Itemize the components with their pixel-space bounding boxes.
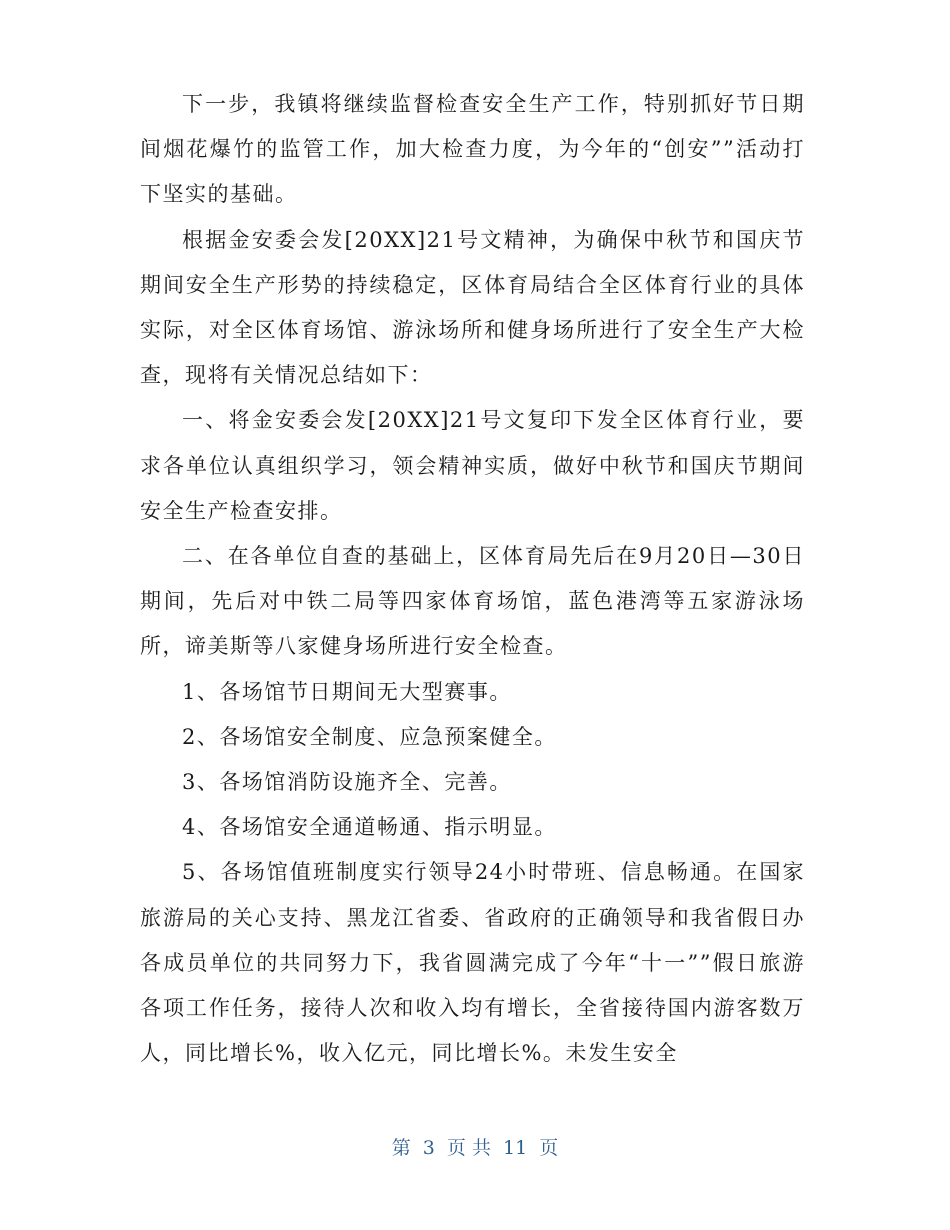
footer-prefix: 第	[391, 1137, 411, 1159]
current-page-number: 3	[422, 1137, 435, 1159]
list-item: 3、各场馆消防设施齐全、完善。	[182, 770, 512, 795]
page-number-footer	[0, 1133, 950, 1160]
document-body	[140, 82, 805, 1076]
paragraph: 根据金安委会发[20XX]21号文精神，为确保中秋节和国庆节期间安全生产形势的持续稳定，区体育局结合全区体育行业的具体实际，对全区体育场馆、游泳场所和健身场所进行了安全生产大检查，现将有关情况总结如下：	[140, 227, 805, 388]
total-pages-number: 11	[503, 1137, 528, 1159]
paragraph: 下一步，我镇将继续监督检查安全生产工作，特别抓好节日期间烟花爆竹的监管工作，加大检查力度，为今年的“创安””活动打下坚实的基础。	[140, 92, 805, 207]
paragraph: 5、各场馆值班制度实行领导24小时带班、信息畅通。在国家旅游局的关心支持、黑龙江省委、省政府的正确领导和我省假日办各成员单位的共同努力下，我省圆满完成了今年“十一””假日旅游各项工作任务，接待人次和收入均有增长，全省接待国内游客数万人，同比增长%，收入亿元，同比增长%。未发生安全	[140, 860, 805, 1066]
footer-middle: 页 共	[446, 1137, 491, 1159]
paragraph: 一、将金安委会发[20XX]21号文复印下发全区体育行业，要求各单位认真组织学习，领会精神实质，做好中秋节和国庆节期间安全生产检查安排。	[140, 408, 805, 523]
list-item: 2、各场馆安全制度、应急预案健全。	[182, 724, 557, 749]
paragraph: 二、在各单位自查的基础上，区体育局先后在9月20日—30日期间，先后对中铁二局等四家体育场馆，蓝色港湾等五家游泳场所，谛美斯等八家健身场所进行安全检查。	[140, 544, 805, 659]
list-item: 4、各场馆安全通道畅通、指示明显。	[182, 815, 557, 840]
footer-suffix: 页	[539, 1137, 559, 1159]
list-item: 1、各场馆节日期间无大型赛事。	[182, 679, 512, 704]
